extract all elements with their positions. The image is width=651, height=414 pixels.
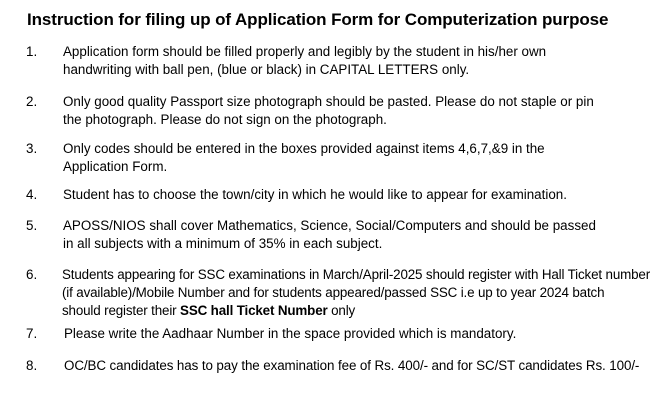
- item-text-segment: should register their: [62, 303, 181, 318]
- item-text: [63, 140, 545, 176]
- item-text-segment: only: [327, 303, 356, 318]
- item-text-line: OC/BC candidates has to pay the examination fee of Rs. 400/- and for SC/ST candidates Rs. 100/-: [64, 358, 640, 373]
- item-text-line: Application form should be filled properly and legibly by the student in his/her own: [63, 44, 547, 59]
- item-number: 6.: [26, 267, 38, 282]
- item-text: [63, 217, 596, 253]
- item-number: 7.: [26, 326, 38, 341]
- item-text-line: Application Form.: [63, 159, 168, 174]
- item-number: 4.: [26, 187, 38, 202]
- item-text-line: (if available)/Mobile Number and for students appeared/passed SSC i.e up to year 2024 batch: [62, 285, 605, 300]
- item-text-line: Only codes should be entered in the boxes provided against items 4,6,7,&9 in the: [63, 141, 545, 156]
- item-text: [63, 43, 546, 79]
- item-number: 8.: [26, 358, 38, 373]
- item-text-line: Only good quality Passport size photograph should be pasted. Please do not staple or pin: [63, 94, 594, 109]
- emphasis-text: SSC hall Ticket Number: [180, 303, 328, 318]
- item-text: [64, 357, 639, 375]
- document-title: Instruction for filing up of Application Form for Computerization purpose: [27, 10, 609, 29]
- item-text-line: Students appearing for SSC examinations in March/April-2025 should register with Hall Ticket number: [62, 267, 651, 282]
- item-text-line: APOSS/NIOS shall cover Mathematics, Science, Social/Computers and should be passed: [63, 218, 596, 233]
- item-text-line: in all subjects with a minimum of 35% in each subject.: [63, 236, 383, 251]
- item-text-line: Student has to choose the town/city in which he would like to appear for examination.: [63, 187, 567, 202]
- item-number: 3.: [26, 141, 38, 156]
- item-text: [62, 266, 650, 320]
- item-text-line: the photograph. Please do not sign on the photograph.: [63, 112, 387, 127]
- item-text-line: Please write the Aadhaar Number in the space provided which is mandatory.: [64, 326, 517, 341]
- item-text-line: handwriting with ball pen, (blue or black) in CAPITAL LETTERS only.: [63, 62, 470, 77]
- item-number: 1.: [26, 44, 38, 59]
- item-text-line: [62, 302, 650, 320]
- item-text: [63, 93, 594, 129]
- item-text: [63, 186, 567, 204]
- item-number: 5.: [26, 218, 38, 233]
- item-text: [64, 325, 516, 343]
- item-number: 2.: [26, 94, 38, 109]
